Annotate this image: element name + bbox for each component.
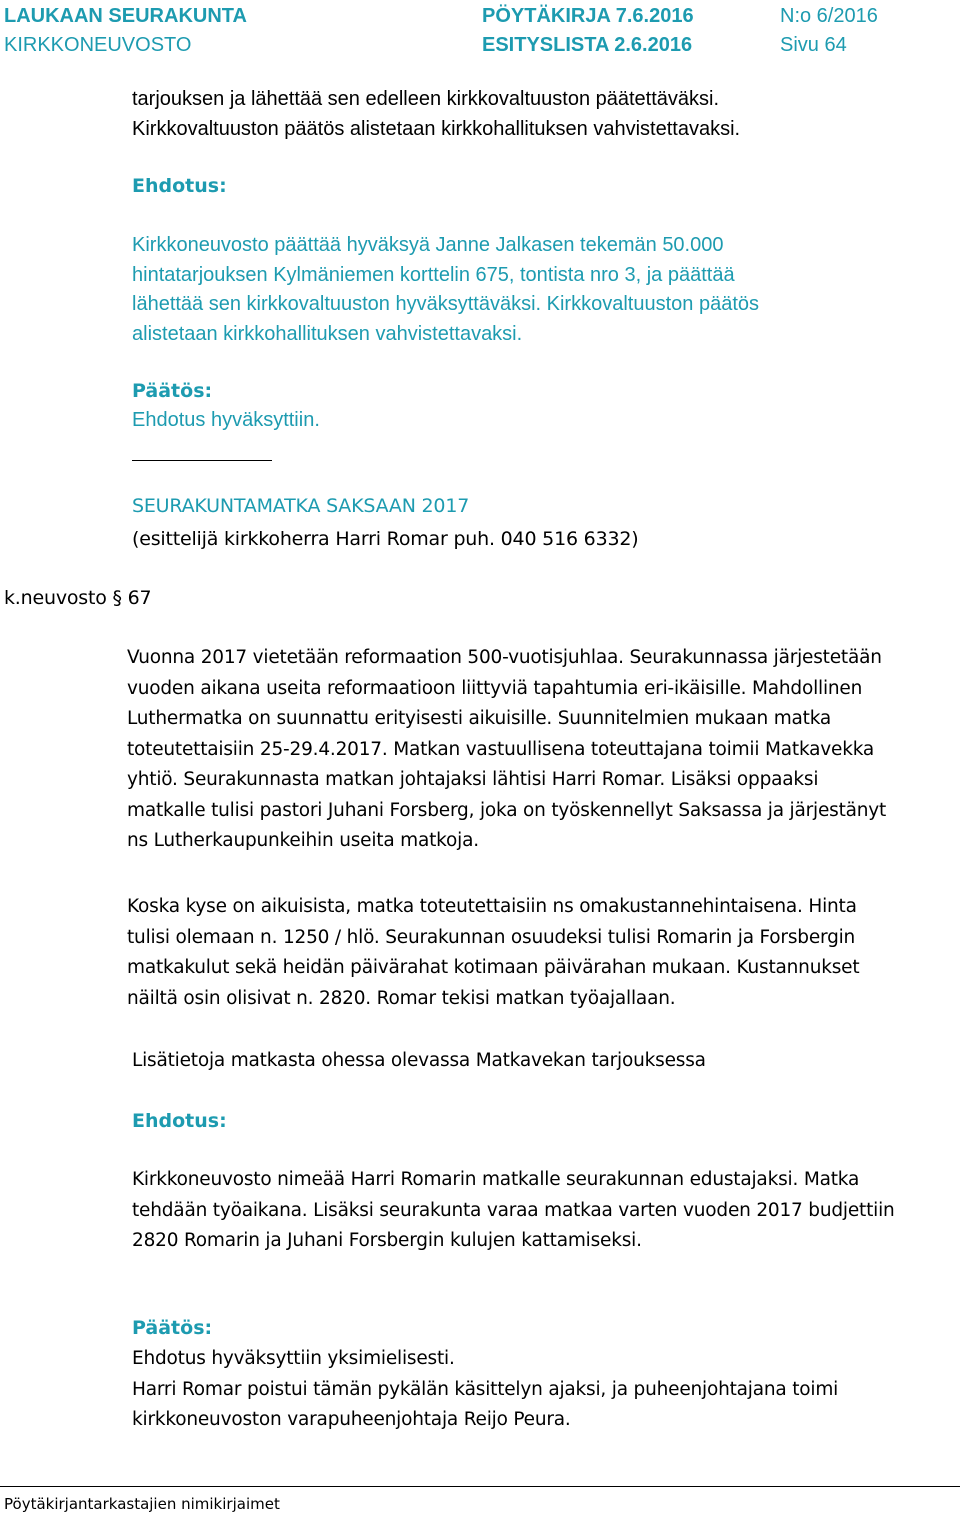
prev-intro-line: tarjouksen ja lähettää sen edelleen kirkkovaltuuston päätettäväksi.	[132, 88, 720, 110]
body-line: Koska kyse on aikuisista, matka toteutettaisiin ns omakustannehintaisena. Hinta	[127, 896, 857, 917]
document-number: N:o 6/2016	[780, 5, 878, 27]
section-presenter: (esittelijä kirkkoherra Harri Romar puh. 040 516 6332)	[132, 528, 639, 550]
prev-proposal-line: Kirkkoneuvosto päättää hyväksyä Janne Jalkasen tekemän 50.000	[132, 234, 724, 256]
body-line: ns Lutherkaupunkeihin useita matkoja.	[127, 830, 479, 851]
body-line: Luthermatka on suunnattu erityisesti aikuisille. Suunnitelmien mukaan matka	[127, 708, 832, 729]
prev-intro	[132, 85, 740, 144]
body-line: tulisi olemaan n. 1250 / hlö. Seurakunnan osuudeksi tulisi Romarin ja Forsbergin	[127, 926, 856, 948]
decision-text	[132, 1344, 838, 1436]
page-number: Sivu 64	[780, 34, 847, 56]
body-paragraph-2	[127, 892, 859, 1014]
prev-proposal-line: hintatarjouksen Kylmäniemen korttelin 675, tontista nro 3, ja päättää	[132, 263, 735, 286]
body-line: yhtiö. Seurakunnasta matkan johtajaksi lähtisi Harri Romar. Lisäksi oppaaksi	[127, 769, 819, 790]
agenda-date: ESITYSLISTA 2.6.2016	[482, 34, 693, 56]
org-name: LAUKAAN SEURAKUNTA	[4, 5, 247, 27]
proposal-label: Ehdotus:	[132, 1110, 227, 1132]
decision-line: Ehdotus hyväksyttiin yksimielisesti.	[132, 1348, 455, 1369]
section-title: SEURAKUNTAMATKA SAKSAAN 2017	[132, 495, 470, 517]
body-line: toteutettaisiin 25-29.4.2017. Matkan vastuullisena toteuttajana toimii Matkavekka	[127, 738, 875, 760]
body-line: matkalle tulisi pastori Juhani Forsberg, joka on työskennellyt Saksassa ja järjestänyt	[127, 799, 887, 821]
prev-intro-line: Kirkkovaltuuston päätös alistetaan kirkkohallituksen vahvistettavaksi.	[132, 117, 741, 140]
paragraph-ref: k.neuvosto § 67	[4, 587, 152, 609]
prev-proposal-label: Ehdotus:	[132, 175, 227, 197]
body-paragraph-1	[127, 643, 886, 857]
proposal-line: tehdään työaikana. Lisäksi seurakunta varaa matkaa varten vuoden 2017 budjettiin	[132, 1199, 895, 1221]
prev-proposal-line: alistetaan kirkkohallituksen vahvistettavaksi.	[132, 322, 523, 345]
prev-proposal-text	[132, 231, 759, 349]
prev-decision-label: Päätös:	[132, 380, 213, 402]
body-name: KIRKKONEUVOSTO	[4, 34, 192, 56]
prev-decision-text: Ehdotus hyväksyttiin.	[132, 409, 320, 431]
signatures-label: Pöytäkirjantarkastajien nimikirjaimet	[4, 1495, 280, 1513]
minutes-date: PÖYTÄKIRJA 7.6.2016	[482, 5, 694, 27]
proposal-line: 2820 Romarin ja Juhani Forsbergin kulujen kattamiseksi.	[132, 1230, 642, 1251]
body-line: Vuonna 2017 vietetään reformaation 500-vuotisjuhlaa. Seurakunnassa järjestetään	[127, 647, 882, 668]
decision-line: Harri Romar poistui tämän pykälän käsittelyn ajaksi, ja puheenjohtajana toimi	[132, 1378, 839, 1400]
body-line: vuoden aikana useita reformaatioon liittyviä tapahtumia eri-ikäisille. Mahdollinen	[127, 677, 863, 699]
proposal-line: Kirkkoneuvosto nimeää Harri Romarin matkalle seurakunnan edustajaksi. Matka	[132, 1169, 860, 1190]
decision-label: Päätös:	[132, 1317, 213, 1339]
body-line: matkakulut sekä heidän päivärahat kotimaan päivärahan mukaan. Kustannukset	[127, 957, 860, 978]
footer-divider	[0, 1486, 960, 1487]
section-divider	[132, 460, 272, 461]
decision-line: kirkkoneuvoston varapuheenjohtaja Reijo Peura.	[132, 1409, 571, 1430]
more-info: Lisätietoja matkasta ohessa olevassa Matkavekan tarjouksessa	[132, 1050, 706, 1071]
proposal-text	[132, 1165, 895, 1257]
prev-proposal-line: lähettää sen kirkkovaltuuston hyväksyttäväksi. Kirkkovaltuuston päätös	[132, 293, 759, 315]
body-line: näiltä osin olisivat n. 2820. Romar tekisi matkan työajallaan.	[127, 987, 676, 1009]
